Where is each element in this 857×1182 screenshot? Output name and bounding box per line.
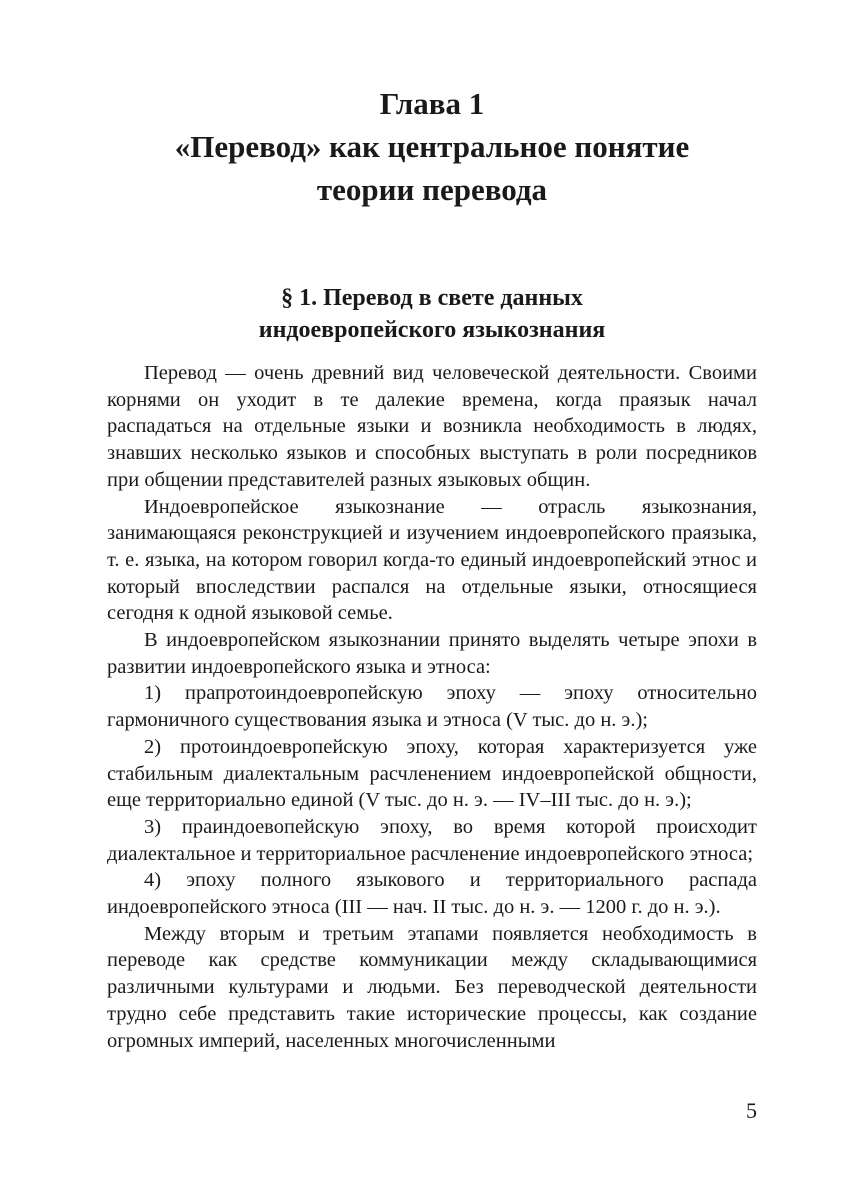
section-title (107, 282, 757, 346)
section-title-line-2: индоевропейского языкознания (258, 317, 606, 343)
chapter-title-line-2: «Перевод» как центральное понятие (174, 129, 690, 164)
chapter-title-line-1: Глава 1 (379, 86, 485, 121)
page-content (107, 82, 757, 1054)
paragraph: Между вторым и третьим этапами появляется необходимость в переводе как средстве коммуникации между складывающимися различными культурами и людьми. Без переводческой деятельности трудно себе представить такие исторические процессы, как создание огромных империй, населенных многочисленными (107, 922, 757, 1052)
list-item-epoch-1: 1) прапротоиндоевропейскую эпоху — эпоху относительно гармоничного существования языка и этноса (V тыс. до н. э.); (107, 682, 757, 732)
list-item-epoch-3: 3) праиндоевопейскую эпоху, во время которой происходит диалектальное и территориальное расчленение индоевропейского этноса; (107, 815, 757, 865)
paragraph: Перевод — очень древний вид человеческой деятельности. Своими корнями он уходит в те далекие времена, когда праязык начал распадаться на отдельные языки и возникла необходимость в людях, знавших несколько языков и способных выступать в роли посредников при общении представителей разных языковых общин. (107, 362, 757, 491)
chapter-title-line-3: теории перевода (316, 172, 548, 207)
paragraph: Индоевропейское языкознание — отрасль языкознания, занимающаяся реконструкцией и изучением индоевропейского праязыка, т. е. языка, на котором говорил когда-то единый индоевропейский этнос и который впоследствии распался на отдельные языки, относящиеся сегодня к одной языковой семье. (107, 495, 757, 625)
list-item-epoch-2: 2) протоиндоевропейскую эпоху, которая характеризуется уже стабильным диалектальным расчленением индоевропейской общности, еще территориально единой (V тыс. до н. э. — IV–III тыс. до н. э.); (107, 735, 757, 812)
page-number: 5 (746, 1098, 757, 1123)
list-item-epoch-4: 4) эпоху полного языкового и территориального распада индоевропейского этноса (III — нач. II тыс. до н. э. — 1200 г. до н. э.). (107, 869, 757, 919)
section-title-line-1: § 1. Перевод в свете данных (281, 285, 583, 311)
chapter-title (107, 82, 757, 211)
body-text (107, 360, 757, 1054)
paragraph: В индоевропейском языкознании принято выделять четыре эпохи в развитии индоевропейского языка и этноса: (107, 629, 757, 678)
